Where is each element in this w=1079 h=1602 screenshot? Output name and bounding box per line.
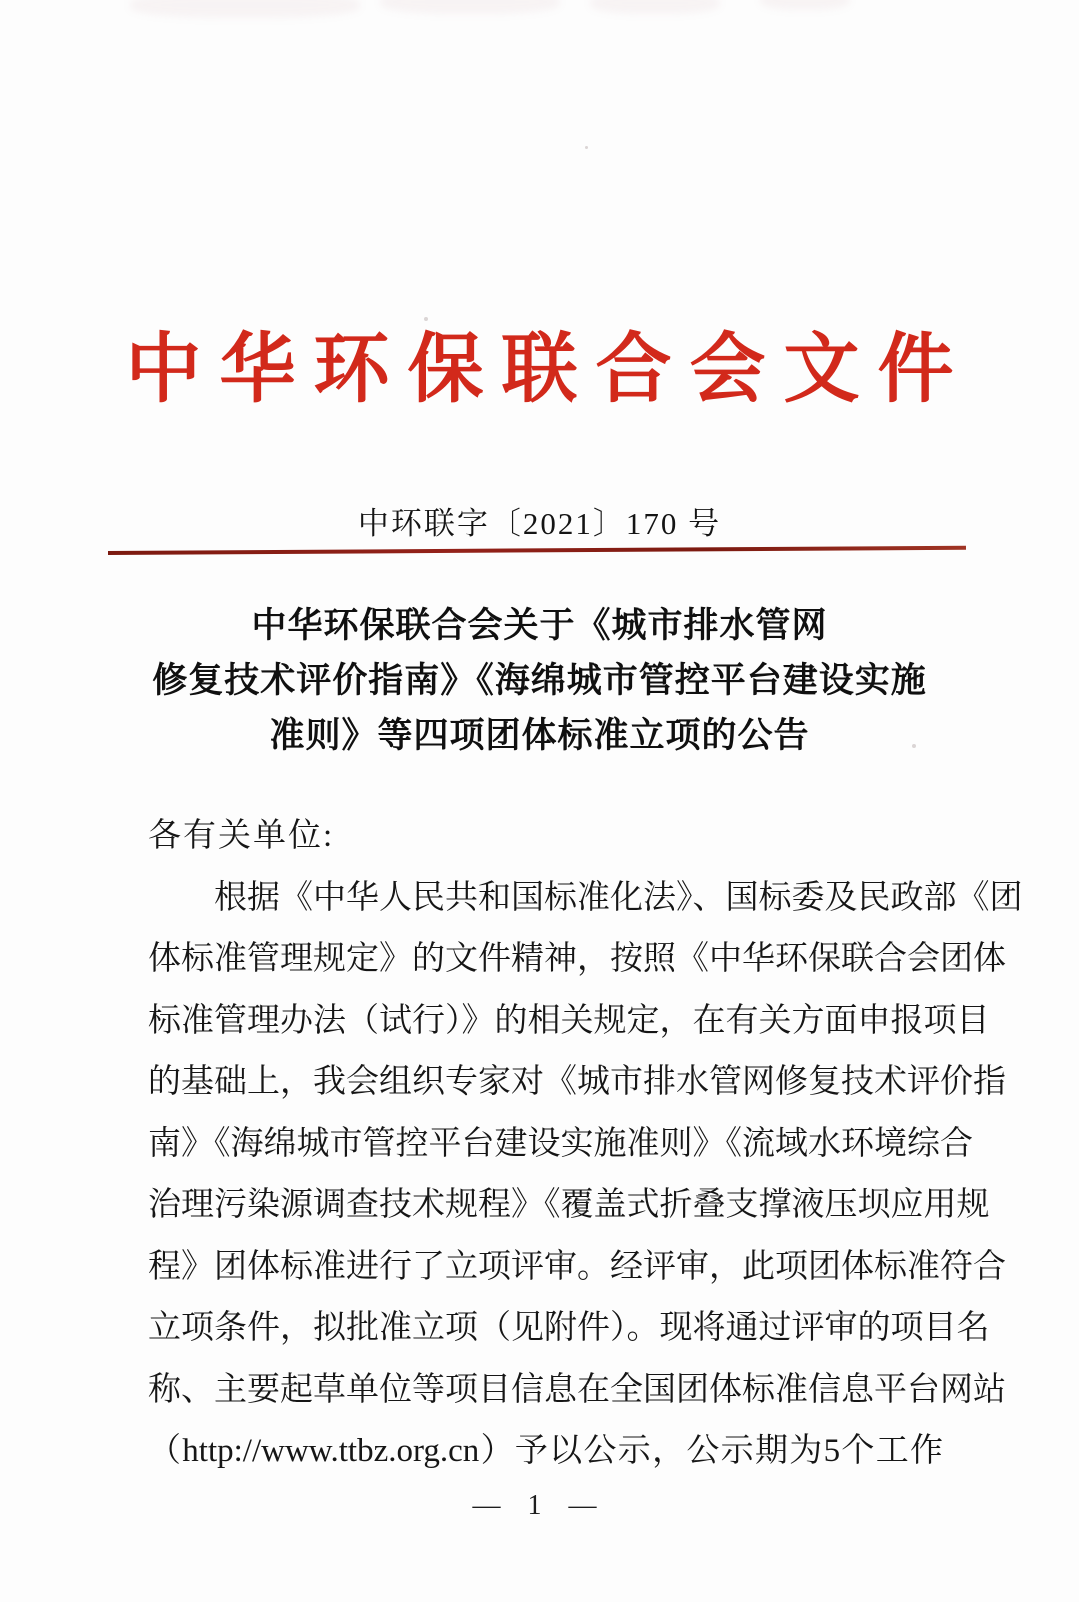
document-title-line-3: 准则》等四项团体标准立项的公告 <box>269 716 810 755</box>
page-number: — 1 — <box>472 1490 607 1521</box>
scan-smudge <box>760 0 850 10</box>
separator-line <box>108 546 966 555</box>
body-line: 标准管理办法（试行）》的相关规定，在有关方面申报项目 <box>148 1002 990 1039</box>
scan-smudge <box>380 0 560 14</box>
body-line: 立项条件，拟批准立项（见附件）。现将通过评审的项目名 <box>148 1310 990 1346</box>
scan-speck <box>585 146 588 149</box>
document-title-line-1: 中华环保联合会关于《城市排水管网 <box>251 606 828 645</box>
body-line: 治理污染源调查技术规程》《覆盖式折叠支撑液压坝应用规 <box>148 1187 990 1223</box>
document-reference-number: 中环联字〔2021〕170 号 <box>357 506 722 541</box>
body-line: 的基础上，我会组织专家对《城市排水管网修复技术评价指 <box>148 1064 1006 1100</box>
body-line: 程》团体标准进行了立项评审。经评审，此项团体标准符合 <box>148 1248 1006 1285</box>
body-line: 根据《中华人民共和国标准化法》、国标委及民政部《团 <box>214 879 1023 916</box>
document-body <box>148 806 1023 1483</box>
body-line: 称、主要起草单位等项目信息在全国团体标准信息平台网站 <box>148 1371 1006 1408</box>
body-line: 南》《海绵城市管控平台建设实施准则》《流域水环境综合 <box>148 1125 973 1162</box>
organization-banner-title: 中华环保联合会文件 <box>125 328 972 412</box>
body-line: （http://www.ttbz.org.cn）予以公示，公示期为5个工作 <box>148 1433 943 1469</box>
document-title <box>0 598 1079 763</box>
document-title-line-2: 修复技术评价指南》《海绵城市管控平台建设实施 <box>152 661 927 700</box>
scan-smudge <box>590 0 720 14</box>
salutation-line: 各有关单位: <box>148 818 335 854</box>
body-line: 体标准管理规定》的文件精神，按照《中华环保联合会团体 <box>148 941 1006 977</box>
scan-smudge <box>130 0 360 18</box>
